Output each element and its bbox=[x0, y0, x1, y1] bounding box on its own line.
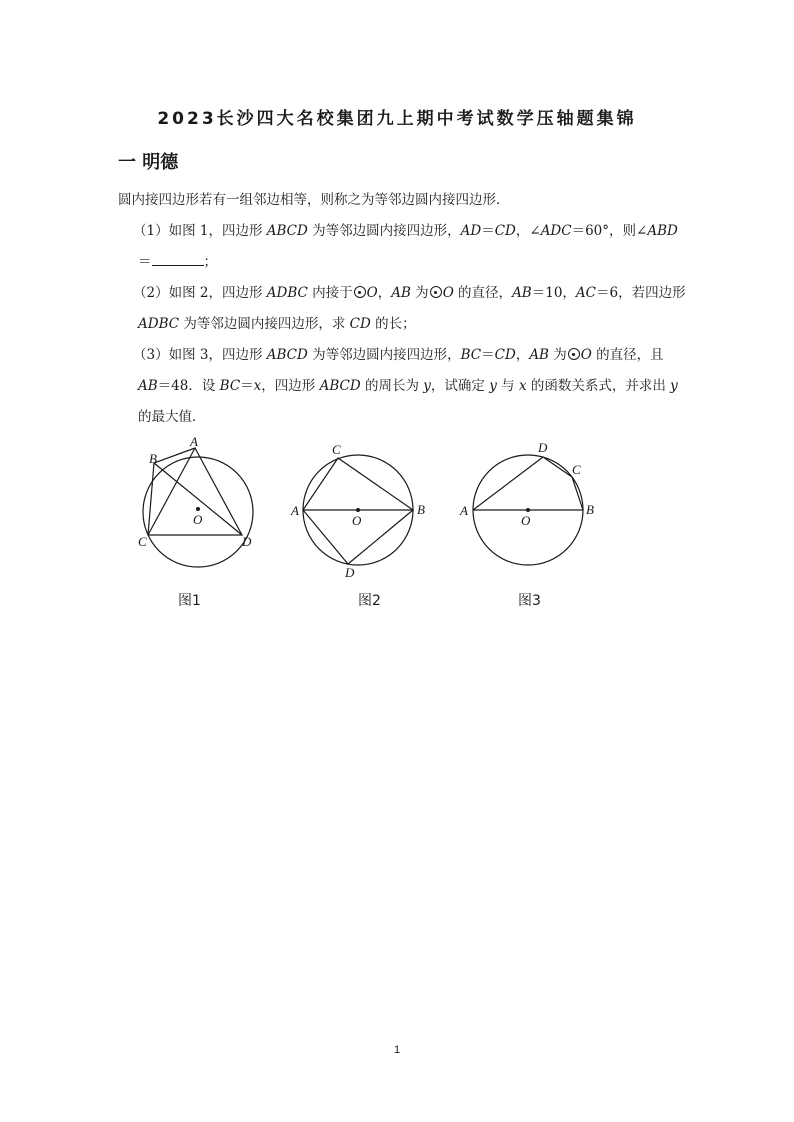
circle-dot-icon bbox=[354, 286, 366, 298]
figure-2-center-point bbox=[356, 508, 360, 512]
figure-3-center-point bbox=[526, 508, 530, 512]
question-3-line-3: 的最大值． bbox=[138, 409, 206, 425]
figure-1-caption: 图1 bbox=[178, 593, 201, 609]
figure-2-caption: 图2 bbox=[358, 593, 381, 609]
question-2-line-2: ADBC 为等邻边圆内接四边形，求 CD 的长； bbox=[138, 316, 416, 332]
figure-1 bbox=[130, 430, 270, 580]
figure-1-label-o: O bbox=[193, 512, 203, 527]
figure-1-label-d: D bbox=[242, 534, 252, 549]
figure-2 bbox=[290, 430, 440, 580]
figure-3-label-b: B bbox=[586, 502, 594, 517]
answer-blank bbox=[152, 253, 204, 266]
figure-3-label-c: C bbox=[572, 462, 581, 477]
question-1-line-2: ＝ ； bbox=[138, 254, 217, 270]
question-3-line-1: （3）如图 3，四边形 ABCD 为等邻边圆内接四边形，BC＝CD，AB 为 O 的直径，且 bbox=[133, 347, 664, 363]
figure-2-label-o: O bbox=[352, 513, 362, 528]
page-number: 1 bbox=[393, 1044, 401, 1056]
circle-dot-icon bbox=[568, 348, 580, 360]
figure-2-label-a: A bbox=[291, 503, 299, 518]
figure-3-quadrilateral bbox=[473, 457, 583, 510]
figure-2-label-d: D bbox=[345, 565, 355, 580]
page-title: 2023长沙四大名校集团九上期中考试数学压轴题集锦 bbox=[157, 109, 637, 129]
question-3-line-2: AB＝48．设 BC＝x，四边形 ABCD 的周长为 y，试确定 y 与 x 的函数关系式，并求出 y bbox=[138, 378, 678, 394]
figure-1-center-point bbox=[196, 507, 200, 511]
figure-2-label-b: B bbox=[417, 502, 425, 517]
circle-dot-icon bbox=[430, 286, 442, 298]
figure-3-label-d: D bbox=[538, 440, 548, 455]
figure-1-label-c: C bbox=[138, 534, 147, 549]
figure-3-label-a: A bbox=[460, 503, 468, 518]
intro-text: 圆内接四边形若有一组邻边相等，则称之为等邻边圆内接四边形． bbox=[118, 192, 510, 208]
section-heading: 一 明德 bbox=[118, 152, 179, 173]
figure-3-label-o: O bbox=[521, 513, 531, 528]
figure-1-label-a: A bbox=[190, 434, 198, 449]
figure-3 bbox=[455, 430, 605, 580]
question-1-line-1: （1）如图 1，四边形 ABCD 为等邻边圆内接四边形，AD＝CD，∠ADC＝60°，则∠ABD bbox=[133, 223, 678, 239]
figure-2-label-c: C bbox=[332, 442, 341, 457]
figure-3-caption: 图3 bbox=[518, 593, 541, 609]
question-2-line-1: （2）如图 2，四边形 ADBC 内接于 O，AB 为 O 的直径，AB＝10，AC＝6，若四边形 bbox=[133, 285, 686, 301]
figure-1-label-b: B bbox=[149, 451, 157, 466]
